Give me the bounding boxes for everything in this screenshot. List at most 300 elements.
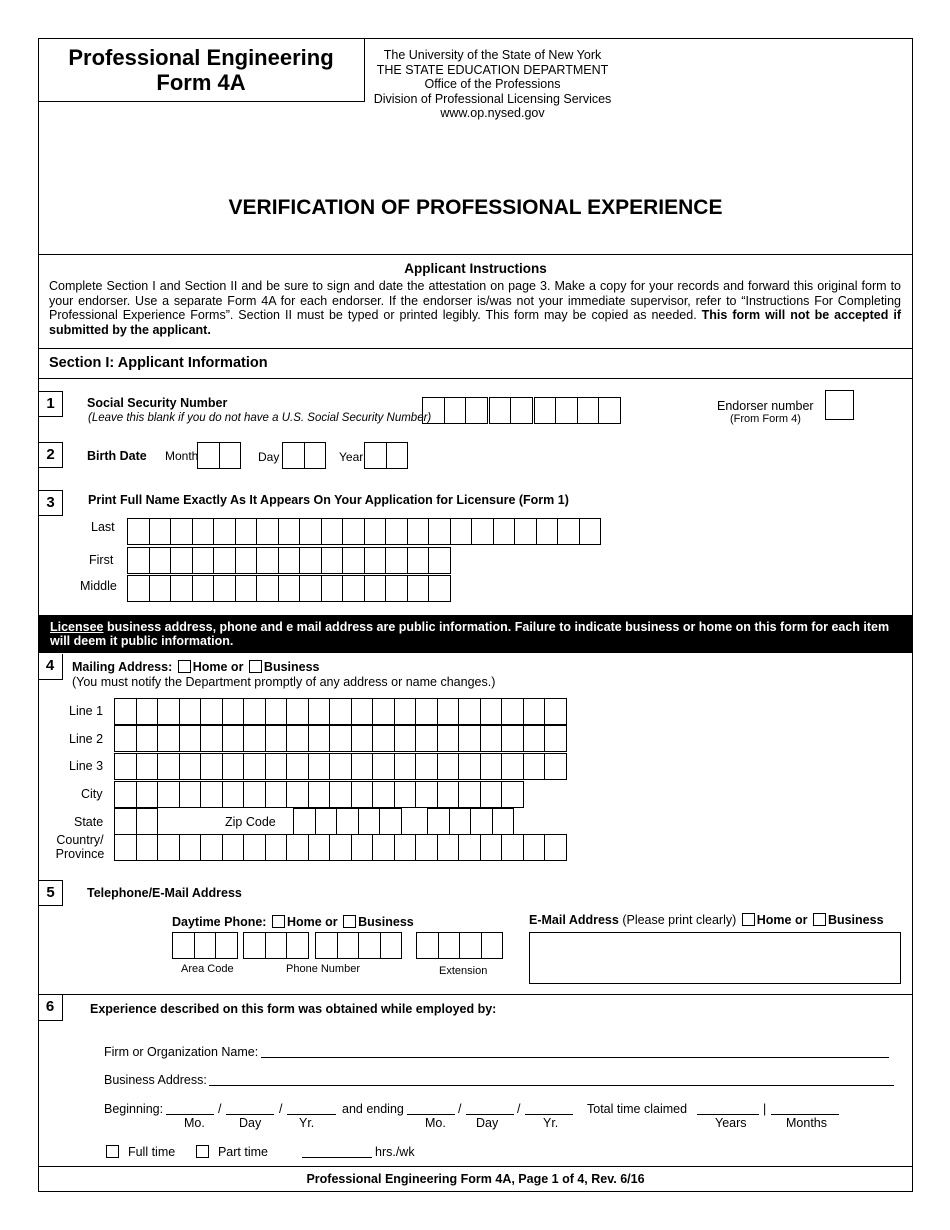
address-line3-input[interactable] bbox=[114, 753, 566, 780]
char-cell[interactable] bbox=[213, 518, 236, 545]
char-cell[interactable] bbox=[407, 575, 430, 602]
part-time-label: Part time bbox=[217, 1145, 268, 1159]
agency-line: Division of Professional Licensing Services bbox=[373, 91, 612, 106]
item-number-3: 3 bbox=[38, 490, 63, 516]
char-cell[interactable] bbox=[179, 834, 202, 861]
item-number-1: 1 bbox=[38, 391, 63, 417]
business-label: Business bbox=[263, 660, 320, 674]
state-label: State bbox=[74, 815, 104, 829]
instructions-warning: This form will not be accepted if submitted by the applicant. bbox=[49, 308, 901, 337]
char-cell[interactable] bbox=[493, 518, 516, 545]
day-label: Day bbox=[258, 450, 280, 464]
area-code-label: Area Code bbox=[181, 963, 234, 975]
char-cell[interactable] bbox=[415, 725, 438, 752]
char-cell[interactable] bbox=[321, 575, 344, 602]
char-cell[interactable] bbox=[372, 725, 395, 752]
item-number-2: 2 bbox=[38, 442, 63, 468]
char-cell[interactable] bbox=[336, 808, 359, 835]
char-cell[interactable] bbox=[235, 547, 258, 574]
char-cell[interactable] bbox=[449, 808, 472, 835]
char-cell[interactable] bbox=[235, 518, 258, 545]
address-note: (You must notify the Department promptly of any address or name changes.) bbox=[72, 675, 496, 689]
char-cell[interactable] bbox=[407, 518, 430, 545]
line1-label: Line 1 bbox=[69, 704, 104, 718]
char-cell[interactable] bbox=[394, 725, 417, 752]
address-line2-input[interactable] bbox=[114, 725, 566, 752]
char-cell[interactable] bbox=[458, 834, 481, 861]
total-months-input[interactable] bbox=[771, 1114, 839, 1115]
char-cell[interactable] bbox=[342, 575, 365, 602]
phone-number-label: Phone Number bbox=[286, 963, 360, 975]
email-note: (Please print clearly) bbox=[622, 913, 737, 927]
char-cell[interactable] bbox=[544, 698, 567, 725]
endorser-note: (From Form 4) bbox=[730, 413, 801, 425]
char-cell[interactable] bbox=[523, 698, 546, 725]
char-cell[interactable] bbox=[265, 932, 288, 959]
char-cell[interactable] bbox=[579, 518, 602, 545]
char-cell[interactable] bbox=[437, 781, 460, 808]
beginning-label: Beginning: bbox=[104, 1102, 164, 1116]
char-cell[interactable] bbox=[136, 698, 159, 725]
home-checkbox[interactable] bbox=[178, 660, 191, 673]
char-cell[interactable] bbox=[492, 808, 515, 835]
char-cell[interactable] bbox=[114, 781, 137, 808]
full-time-label: Full time bbox=[127, 1145, 176, 1159]
char-cell[interactable] bbox=[351, 698, 374, 725]
yr-label: Yr. bbox=[299, 1116, 315, 1130]
slash: / bbox=[517, 1102, 521, 1116]
char-cell[interactable] bbox=[329, 698, 352, 725]
and-ending-label: and ending bbox=[342, 1102, 404, 1116]
char-cell[interactable] bbox=[286, 698, 309, 725]
end-day-input[interactable] bbox=[466, 1114, 514, 1115]
char-cell[interactable] bbox=[222, 834, 245, 861]
last-name-input[interactable] bbox=[127, 518, 600, 545]
ssn-label: Social Security Number bbox=[87, 396, 228, 410]
char-cell[interactable] bbox=[114, 725, 137, 752]
end-month-input[interactable] bbox=[407, 1114, 455, 1115]
char-cell[interactable] bbox=[200, 725, 223, 752]
yr-label: Yr. bbox=[543, 1116, 559, 1130]
char-cell[interactable] bbox=[286, 725, 309, 752]
zip-extension-input[interactable] bbox=[427, 808, 513, 835]
part-time-option bbox=[194, 1145, 268, 1159]
char-cell[interactable] bbox=[470, 808, 493, 835]
full-name-label: Print Full Name Exactly As It Appears On Your Application for Licensure (Form 1) bbox=[88, 493, 569, 507]
char-cell[interactable] bbox=[438, 932, 461, 959]
form-title-line1: Professional Engineering bbox=[68, 45, 334, 70]
char-cell[interactable] bbox=[308, 834, 331, 861]
char-cell[interactable] bbox=[278, 518, 301, 545]
char-cell[interactable] bbox=[293, 808, 316, 835]
char-cell[interactable] bbox=[321, 518, 344, 545]
char-cell[interactable] bbox=[480, 725, 503, 752]
char-cell[interactable] bbox=[415, 781, 438, 808]
email-label-text: E-Mail Address bbox=[529, 913, 619, 927]
day-label: Day bbox=[239, 1116, 262, 1130]
char-cell[interactable] bbox=[179, 781, 202, 808]
instructions-body bbox=[49, 279, 901, 337]
char-cell[interactable] bbox=[136, 781, 159, 808]
char-cell[interactable] bbox=[557, 518, 580, 545]
char-cell[interactable] bbox=[170, 547, 193, 574]
char-cell[interactable] bbox=[351, 834, 374, 861]
char-cell[interactable] bbox=[358, 932, 381, 959]
char-cell[interactable] bbox=[437, 725, 460, 752]
char-cell[interactable] bbox=[243, 834, 266, 861]
char-cell[interactable] bbox=[437, 834, 460, 861]
first-name-input[interactable] bbox=[127, 547, 450, 574]
char-cell[interactable] bbox=[480, 834, 503, 861]
char-cell[interactable] bbox=[127, 547, 150, 574]
birth-day-input[interactable] bbox=[282, 442, 325, 469]
phone-business-checkbox[interactable] bbox=[343, 915, 356, 928]
char-cell[interactable] bbox=[308, 725, 331, 752]
birth-year-input[interactable] bbox=[364, 442, 407, 469]
char-cell[interactable] bbox=[265, 753, 288, 780]
char-cell[interactable] bbox=[372, 753, 395, 780]
char-cell[interactable] bbox=[265, 725, 288, 752]
char-cell[interactable] bbox=[480, 698, 503, 725]
birth-date-label: Birth Date bbox=[87, 449, 147, 463]
char-cell[interactable] bbox=[523, 753, 546, 780]
city-input[interactable] bbox=[114, 781, 523, 808]
char-cell[interactable] bbox=[114, 753, 137, 780]
employer-label: Experience described on this form was obtained while employed by: bbox=[90, 1002, 497, 1016]
char-cell[interactable] bbox=[127, 518, 150, 545]
char-cell[interactable] bbox=[222, 725, 245, 752]
end-year-input[interactable] bbox=[525, 1114, 573, 1115]
zip-label: Zip Code bbox=[225, 815, 276, 829]
phone-line-input[interactable] bbox=[315, 932, 401, 959]
char-cell[interactable] bbox=[329, 834, 352, 861]
total-time-label: Total time claimed bbox=[587, 1102, 688, 1116]
char-cell[interactable] bbox=[459, 932, 482, 959]
char-cell[interactable] bbox=[415, 753, 438, 780]
char-cell[interactable] bbox=[481, 932, 504, 959]
char-cell[interactable] bbox=[149, 518, 172, 545]
form-title-line2: Form 4A bbox=[156, 70, 246, 95]
char-cell[interactable] bbox=[278, 575, 301, 602]
business-address-label: Business Address: bbox=[104, 1073, 207, 1087]
email-business-checkbox[interactable] bbox=[813, 913, 826, 926]
agency-line: The University of the State of New York bbox=[383, 48, 602, 62]
char-cell[interactable] bbox=[256, 575, 279, 602]
char-cell[interactable] bbox=[364, 575, 387, 602]
char-cell[interactable] bbox=[458, 725, 481, 752]
ssn-note: (Leave this blank if you do not have a U.S. Social Security Number) bbox=[88, 412, 432, 424]
country-label bbox=[55, 833, 105, 861]
email-label bbox=[529, 913, 884, 927]
char-cell[interactable] bbox=[136, 834, 159, 861]
email-home-checkbox[interactable] bbox=[742, 913, 755, 926]
business-address-input[interactable] bbox=[209, 1085, 894, 1086]
extension-input[interactable] bbox=[416, 932, 502, 959]
separator: | bbox=[763, 1102, 767, 1116]
char-cell[interactable] bbox=[372, 834, 395, 861]
char-cell[interactable] bbox=[372, 698, 395, 725]
item-number-4: 4 bbox=[38, 654, 63, 680]
extension-label: Extension bbox=[439, 965, 488, 977]
char-cell[interactable] bbox=[136, 725, 159, 752]
divider bbox=[38, 378, 913, 379]
agency-website[interactable]: www.op.nysed.gov bbox=[440, 106, 545, 120]
full-time-checkbox[interactable] bbox=[106, 1145, 119, 1158]
city-label: City bbox=[81, 787, 103, 801]
endorser-label: Endorser number bbox=[717, 399, 814, 413]
char-cell[interactable] bbox=[428, 518, 451, 545]
char-cell[interactable] bbox=[394, 753, 417, 780]
line2-label: Line 2 bbox=[69, 732, 104, 746]
char-cell[interactable] bbox=[544, 725, 567, 752]
char-cell[interactable] bbox=[544, 753, 567, 780]
mailing-address-label bbox=[72, 660, 320, 674]
char-cell[interactable] bbox=[501, 698, 524, 725]
endorser-number-input[interactable] bbox=[825, 390, 854, 420]
char-cell[interactable] bbox=[213, 575, 236, 602]
char-cell[interactable] bbox=[351, 725, 374, 752]
char-cell[interactable] bbox=[480, 753, 503, 780]
char-cell[interactable] bbox=[200, 753, 223, 780]
daytime-phone-text: Daytime Phone: bbox=[172, 915, 267, 929]
char-cell[interactable] bbox=[342, 518, 365, 545]
email-input[interactable] bbox=[529, 932, 901, 984]
char-cell[interactable] bbox=[200, 781, 223, 808]
section1-heading: Section I: Applicant Information bbox=[49, 355, 268, 371]
char-cell[interactable] bbox=[149, 547, 172, 574]
char-cell[interactable] bbox=[278, 547, 301, 574]
telephone-email-label: Telephone/E-Mail Address bbox=[87, 886, 242, 900]
char-cell[interactable] bbox=[427, 808, 450, 835]
char-cell[interactable] bbox=[385, 547, 408, 574]
char-cell[interactable] bbox=[222, 781, 245, 808]
main-title: VERIFICATION OF PROFESSIONAL EXPERIENCE bbox=[228, 196, 723, 219]
char-cell[interactable] bbox=[172, 932, 195, 959]
begin-day-input[interactable] bbox=[226, 1114, 274, 1115]
full-time-option bbox=[104, 1145, 175, 1159]
char-cell[interactable] bbox=[200, 834, 223, 861]
char-cell[interactable] bbox=[215, 932, 238, 959]
mo-label: Mo. bbox=[184, 1116, 205, 1130]
char-cell[interactable] bbox=[351, 781, 374, 808]
country-label-line2: Province bbox=[55, 847, 105, 861]
char-cell[interactable] bbox=[523, 725, 546, 752]
char-cell[interactable] bbox=[351, 753, 374, 780]
total-years-input[interactable] bbox=[697, 1114, 759, 1115]
last-name-label: Last bbox=[91, 520, 115, 534]
char-cell[interactable] bbox=[458, 698, 481, 725]
char-cell[interactable] bbox=[315, 808, 338, 835]
char-cell[interactable] bbox=[450, 518, 473, 545]
char-cell[interactable] bbox=[179, 698, 202, 725]
slash: / bbox=[458, 1102, 462, 1116]
char-cell[interactable] bbox=[394, 698, 417, 725]
part-time-checkbox[interactable] bbox=[196, 1145, 209, 1158]
char-cell[interactable] bbox=[157, 753, 180, 780]
char-cell[interactable] bbox=[385, 575, 408, 602]
char-cell[interactable] bbox=[114, 698, 137, 725]
birth-month-input[interactable] bbox=[197, 442, 240, 469]
char-cell[interactable] bbox=[308, 698, 331, 725]
char-cell[interactable] bbox=[501, 781, 524, 808]
char-cell[interactable] bbox=[179, 725, 202, 752]
phone-home-checkbox[interactable] bbox=[272, 915, 285, 928]
instructions-heading: Applicant Instructions bbox=[404, 261, 547, 276]
zip-code-input[interactable] bbox=[293, 808, 401, 835]
char-cell[interactable] bbox=[437, 698, 460, 725]
page-footer: Professional Engineering Form 4A, Page 1 of 4, Rev. 6/16 bbox=[306, 1172, 645, 1186]
char-cell[interactable] bbox=[501, 753, 524, 780]
char-cell[interactable] bbox=[299, 518, 322, 545]
char-cell[interactable] bbox=[149, 575, 172, 602]
email-home-label: Home or bbox=[756, 913, 808, 927]
char-cell[interactable] bbox=[315, 932, 338, 959]
char-cell[interactable] bbox=[428, 575, 451, 602]
char-cell[interactable] bbox=[342, 547, 365, 574]
slash: / bbox=[218, 1102, 222, 1116]
char-cell[interactable] bbox=[286, 753, 309, 780]
char-cell[interactable] bbox=[286, 932, 309, 959]
char-cell[interactable] bbox=[286, 781, 309, 808]
char-cell[interactable] bbox=[265, 834, 288, 861]
daytime-phone-label bbox=[172, 915, 414, 929]
char-cell[interactable] bbox=[380, 932, 403, 959]
home-label: Home or bbox=[192, 660, 244, 674]
day-label: Day bbox=[476, 1116, 499, 1130]
country-label-line1: Country/ bbox=[56, 833, 104, 847]
divider bbox=[38, 994, 913, 995]
char-cell[interactable] bbox=[235, 575, 258, 602]
char-cell[interactable] bbox=[136, 753, 159, 780]
char-cell[interactable] bbox=[385, 518, 408, 545]
slash: / bbox=[279, 1102, 283, 1116]
email-business-label: Business bbox=[827, 913, 884, 927]
char-cell[interactable] bbox=[458, 781, 481, 808]
char-cell[interactable] bbox=[308, 781, 331, 808]
char-cell[interactable] bbox=[415, 698, 438, 725]
char-cell[interactable] bbox=[243, 781, 266, 808]
char-cell[interactable] bbox=[416, 932, 439, 959]
char-cell[interactable] bbox=[321, 547, 344, 574]
char-cell[interactable] bbox=[243, 725, 266, 752]
divider bbox=[38, 1166, 913, 1167]
char-cell[interactable] bbox=[222, 753, 245, 780]
divider bbox=[38, 254, 913, 255]
char-cell[interactable] bbox=[157, 698, 180, 725]
char-cell[interactable] bbox=[437, 753, 460, 780]
middle-name-label: Middle bbox=[80, 579, 117, 593]
char-cell[interactable] bbox=[243, 932, 266, 959]
char-cell[interactable] bbox=[114, 834, 137, 861]
char-cell[interactable] bbox=[170, 575, 193, 602]
hours-per-week-input[interactable] bbox=[302, 1157, 372, 1158]
char-cell[interactable] bbox=[194, 932, 217, 959]
ssn-input[interactable] bbox=[422, 397, 620, 424]
char-cell[interactable] bbox=[157, 781, 180, 808]
char-cell[interactable] bbox=[471, 518, 494, 545]
char-cell[interactable] bbox=[544, 834, 567, 861]
middle-name-input[interactable] bbox=[127, 575, 450, 602]
char-cell[interactable] bbox=[364, 518, 387, 545]
char-cell[interactable] bbox=[265, 698, 288, 725]
begin-month-input[interactable] bbox=[166, 1114, 214, 1115]
char-cell[interactable] bbox=[514, 518, 537, 545]
phone-business-label: Business bbox=[358, 915, 414, 929]
char-cell[interactable] bbox=[329, 725, 352, 752]
char-cell[interactable] bbox=[379, 808, 402, 835]
agency-line: Office of the Professions bbox=[424, 77, 561, 91]
char-cell[interactable] bbox=[286, 834, 309, 861]
divider bbox=[38, 348, 913, 349]
country-input[interactable] bbox=[114, 834, 566, 861]
char-cell[interactable] bbox=[394, 781, 417, 808]
char-cell[interactable] bbox=[428, 547, 451, 574]
instructions-text: Complete Section I and Section II and be sure to sign and date the attestation on page 3. Make a copy for your records and forward this original form to your endorser. Use a separate Form 4A for each endorser. If the endorser is/was not your immediate supervisor, refer to “Instructions For Completing Professional Experience Forms”. Section II must be typed or printed legibly. This form may be copied as needed. bbox=[49, 279, 901, 323]
year-label: Year bbox=[339, 450, 364, 464]
char-cell[interactable] bbox=[523, 834, 546, 861]
char-cell[interactable] bbox=[127, 575, 150, 602]
phone-prefix-input[interactable] bbox=[243, 932, 308, 959]
area-code-input[interactable] bbox=[172, 932, 237, 959]
char-cell[interactable] bbox=[458, 753, 481, 780]
char-cell[interactable] bbox=[256, 547, 279, 574]
char-cell[interactable] bbox=[337, 932, 360, 959]
char-cell[interactable] bbox=[192, 547, 215, 574]
char-cell[interactable] bbox=[243, 753, 266, 780]
char-cell[interactable] bbox=[407, 547, 430, 574]
phone-home-label: Home or bbox=[286, 915, 338, 929]
char-cell[interactable] bbox=[170, 518, 193, 545]
char-cell[interactable] bbox=[200, 698, 223, 725]
char-cell[interactable] bbox=[501, 725, 524, 752]
char-cell[interactable] bbox=[501, 834, 524, 861]
char-cell[interactable] bbox=[480, 781, 503, 808]
char-cell[interactable] bbox=[329, 753, 352, 780]
address-line1-input[interactable] bbox=[114, 698, 566, 725]
char-cell[interactable] bbox=[364, 547, 387, 574]
char-cell[interactable] bbox=[157, 834, 180, 861]
banner-text: business address, phone and e mail address are public information. Failure to indicate business or home on this form for each item will deem it public information. bbox=[50, 620, 890, 648]
business-checkbox[interactable] bbox=[249, 660, 262, 673]
char-cell[interactable] bbox=[192, 575, 215, 602]
char-cell[interactable] bbox=[179, 753, 202, 780]
char-cell[interactable] bbox=[308, 753, 331, 780]
first-name-label: First bbox=[89, 553, 114, 567]
char-cell[interactable] bbox=[299, 575, 322, 602]
firm-name-input[interactable] bbox=[261, 1057, 889, 1058]
char-cell[interactable] bbox=[243, 698, 266, 725]
char-cell[interactable] bbox=[256, 518, 279, 545]
char-cell[interactable] bbox=[192, 518, 215, 545]
item-number-6: 6 bbox=[38, 995, 63, 1021]
char-cell[interactable] bbox=[329, 781, 352, 808]
hrs-per-week-label: hrs./wk bbox=[375, 1145, 415, 1159]
char-cell[interactable] bbox=[299, 547, 322, 574]
char-cell[interactable] bbox=[415, 834, 438, 861]
char-cell[interactable] bbox=[213, 547, 236, 574]
char-cell[interactable] bbox=[222, 698, 245, 725]
char-cell[interactable] bbox=[157, 725, 180, 752]
char-cell[interactable] bbox=[372, 781, 395, 808]
state-input[interactable] bbox=[114, 808, 157, 835]
form-title bbox=[38, 38, 365, 102]
char-cell[interactable] bbox=[394, 834, 417, 861]
begin-year-input[interactable] bbox=[287, 1114, 336, 1115]
char-cell[interactable] bbox=[358, 808, 381, 835]
item-number-5: 5 bbox=[38, 880, 63, 906]
char-cell[interactable] bbox=[265, 781, 288, 808]
char-cell[interactable] bbox=[536, 518, 559, 545]
